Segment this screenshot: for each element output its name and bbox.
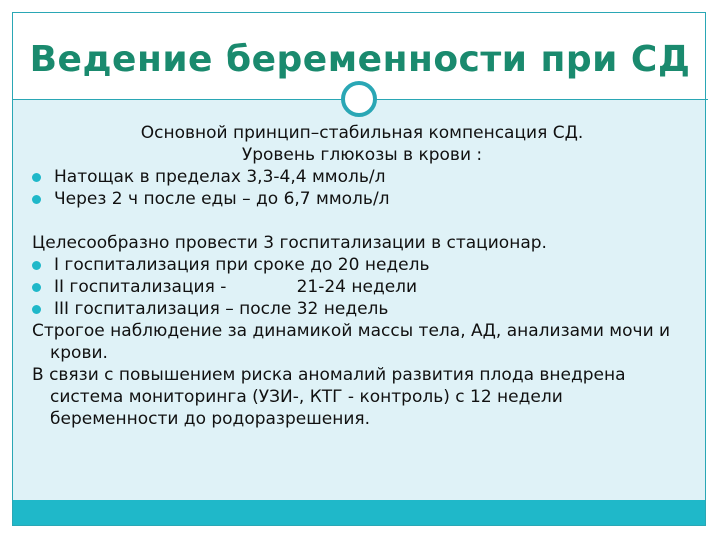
principle-line: Основной принцип–стабильная компенсация СД. bbox=[140, 123, 584, 143]
hospital-intro: Целесообразно провести 3 госпитализации в стационар. bbox=[32, 233, 547, 253]
observation-paragraph: Строгое наблюдение за динамикой массы тела, АД, анализами мочи и крови. bbox=[32, 321, 671, 363]
decorative-circle bbox=[341, 81, 377, 117]
list-item-text: III госпитализация – после 32 недель bbox=[54, 299, 389, 319]
glucose-line: Уровень глюкозы в крови : bbox=[241, 145, 483, 165]
bullet-icon bbox=[32, 283, 41, 292]
bottom-bar bbox=[13, 500, 705, 525]
slide-title: Ведение беременности при СД bbox=[29, 39, 691, 80]
list-item bbox=[32, 188, 692, 210]
bullet-icon bbox=[32, 173, 41, 182]
list-item-text: Натощак в пределах 3,3-4,4 ммоль/л bbox=[54, 167, 386, 187]
list-item-text: Через 2 ч после еды – до 6,7 ммоль/л bbox=[54, 189, 390, 209]
list-item-text: I госпитализация при сроке до 20 недель bbox=[54, 255, 430, 275]
list-item-text: II госпитализация - 21-24 недели bbox=[54, 277, 418, 297]
list-item bbox=[32, 166, 692, 188]
monitoring-paragraph: В связи с повышением риска аномалий развития плода внедрена система мониторинга (УЗИ-, КТГ - контроль) с 12 недели беременности до родоразрешения. bbox=[32, 365, 626, 429]
bullet-icon bbox=[32, 195, 41, 204]
slide-body bbox=[32, 122, 692, 430]
list-item bbox=[32, 254, 692, 276]
list-item bbox=[32, 276, 692, 298]
spacer bbox=[32, 210, 692, 232]
bullet-icon bbox=[32, 305, 41, 314]
bullet-icon bbox=[32, 261, 41, 270]
list-item bbox=[32, 298, 692, 320]
